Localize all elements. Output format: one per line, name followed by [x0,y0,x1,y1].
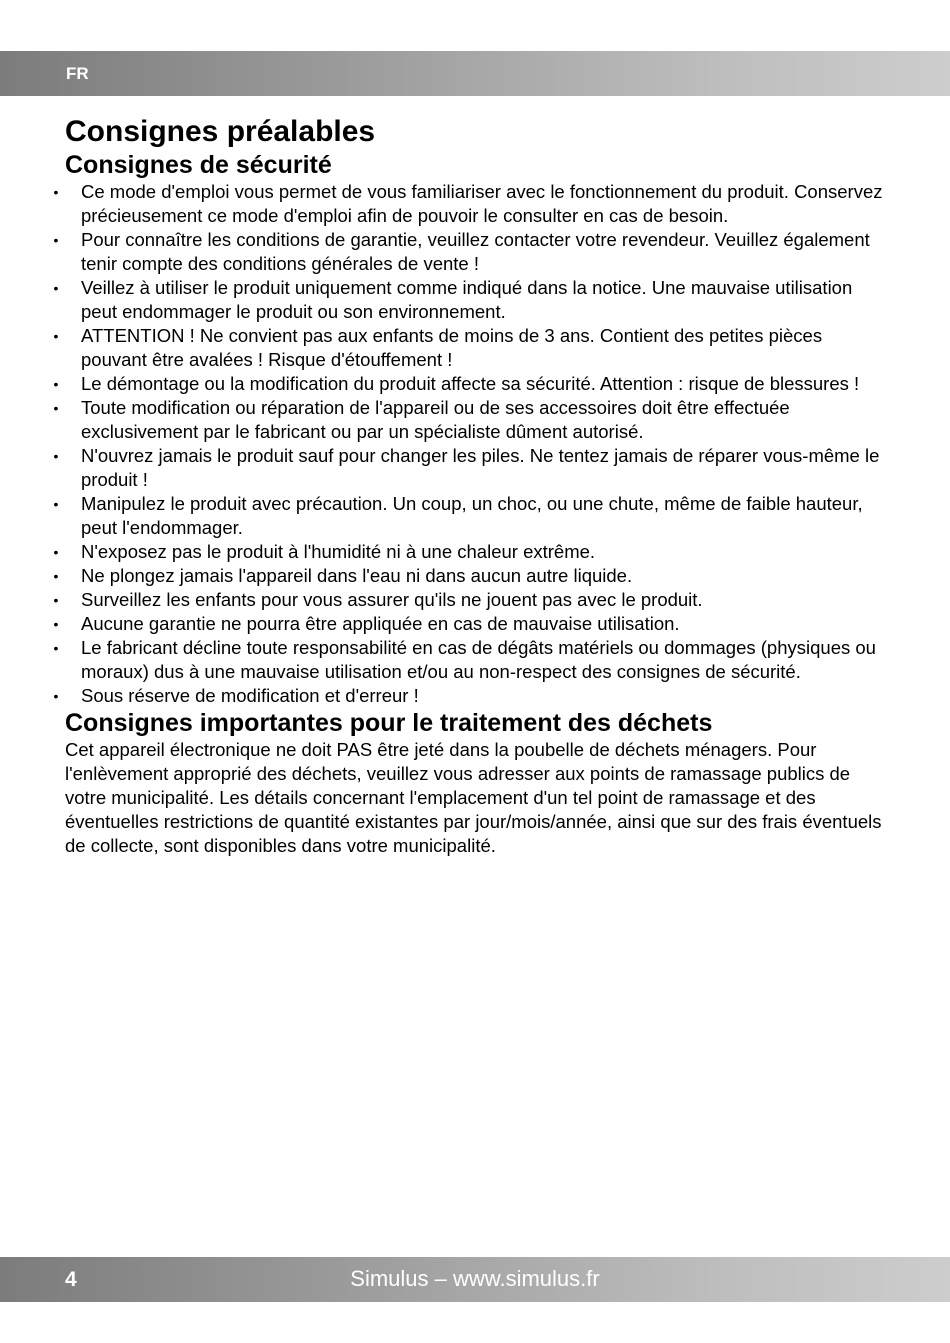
bullet-icon: • [53,376,59,392]
footer-band [0,1257,950,1302]
page-title: Consignes préalables [65,115,376,148]
bullet-icon: • [53,328,59,344]
list-item-text: Sous réserve de modification et d'erreur ! [81,685,419,706]
waste-heading: Consignes importantes pour le traitement des déchets [65,709,713,737]
list-item-text: Aucune garantie ne pourra être appliquée en cas de mauvaise utilisation. [81,613,680,634]
list-item [0,636,950,684]
list-item [0,564,950,588]
bullet-icon: • [53,400,59,416]
list-item [0,444,950,492]
list-item [0,180,950,228]
safety-heading: Consignes de sécurité [65,151,332,179]
bullet-icon: • [53,568,59,584]
bullet-icon: • [53,616,59,632]
waste-paragraph: Cet appareil électronique ne doit PAS être jeté dans la poubelle de déchets ménagers. Pour l'enlèvement approprié des déchets, veuillez vous adresser aux points de ramassage publics de votre municipalité. Les détails concernant l'emplacement d'un tel point de ramassage et des éventuelles restrictions de quantité existantes par jour/mois/année, ainsi que sur des frais éventuels de collecte, sont disponibles dans votre municipalité. [65,739,882,856]
language-label: FR [66,64,89,83]
list-item [0,396,950,444]
list-item-text: Pour connaître les conditions de garantie, veuillez contacter votre revendeur. Veuillez également tenir compte des conditions générales de vente ! [81,229,870,274]
list-item-text: N'exposez pas le produit à l'humidité ni à une chaleur extrême. [81,541,596,562]
list-item-text: Veillez à utiliser le produit uniquement comme indiqué dans la notice. Une mauvaise utilisation peut endommager le produit ou son environnement. [81,277,853,322]
bullet-icon: • [53,592,59,608]
safety-list [0,180,950,708]
bullet-icon: • [53,232,59,248]
page-number: 4 [65,1268,77,1291]
page-content [0,114,950,858]
list-item-text: Toute modification ou réparation de l'appareil ou de ses accessoires doit être effectuée exclusivement par le fabricant ou par un spécialiste dûment autorisé. [81,397,790,442]
bullet-icon: • [53,640,59,656]
list-item [0,372,950,396]
footer-website: Simulus – www.simulus.fr [350,1266,600,1291]
bullet-icon: • [53,280,59,296]
list-item [0,612,950,636]
list-item-text: N'ouvrez jamais le produit sauf pour changer les piles. Ne tentez jamais de réparer vous-même le produit ! [81,445,880,490]
bullet-icon: • [53,496,59,512]
bullet-icon: • [53,688,59,704]
list-item [0,540,950,564]
list-item [0,492,950,540]
bullet-icon: • [53,448,59,464]
list-item-text: Ce mode d'emploi vous permet de vous familiariser avec le fonctionnement du produit. Conservez précieusement ce mode d'emploi afin de pouvoir le consulter en cas de besoin. [81,181,883,226]
list-item [0,324,950,372]
list-item-text: Manipulez le produit avec précaution. Un coup, un choc, ou une chute, même de faible hauteur, peut l'endommager. [81,493,863,538]
header-band [0,51,950,96]
list-item-text: Ne plongez jamais l'appareil dans l'eau ni dans aucun autre liquide. [81,565,633,586]
bullet-icon: • [53,184,59,200]
list-item-text: Le démontage ou la modification du produit affecte sa sécurité. Attention : risque de blessures ! [81,373,860,394]
list-item-text: ATTENTION ! Ne convient pas aux enfants de moins de 3 ans. Contient des petites pièces pouvant être avalées ! Risque d'étouffement ! [81,325,823,370]
list-item-text: Surveillez les enfants pour vous assurer qu'ils ne jouent pas avec le produit. [81,589,703,610]
list-item [0,684,950,708]
list-item-text: Le fabricant décline toute responsabilité en cas de dégâts matériels ou dommages (physiques ou moraux) dus à une mauvaise utilisation et/ou au non-respect des consignes de sécurité. [81,637,876,682]
list-item [0,228,950,276]
list-item [0,276,950,324]
bullet-icon: • [53,544,59,560]
list-item [0,588,950,612]
